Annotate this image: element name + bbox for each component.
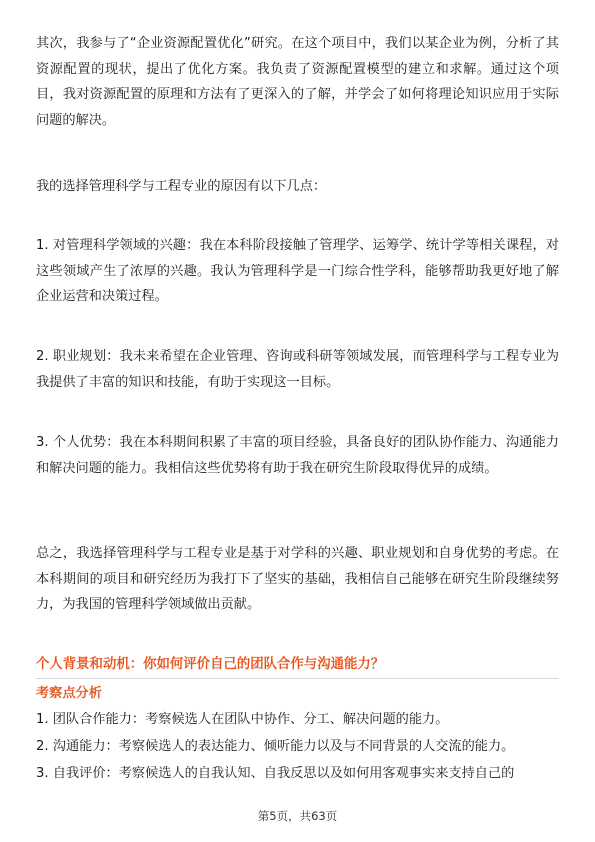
question-title: 个人背景和动机：你如何评价自己的团队合作与沟通能力？ bbox=[36, 657, 385, 672]
analysis-point-self-evaluation: 3. 自我评价：考察候选人的自我认知、自我反思以及如何用客观事实来支持自己的 bbox=[36, 766, 515, 781]
paragraph-conclusion: 总之，我选择管理科学与工程专业是基于对学科的兴趣、职业规划和自身优势的考虑。在本科期间的项目和研究经历为我打下了坚实的基础，我相信自己能够在研究生阶段继续努力，为我国的管理科学领域做出贡献。 bbox=[36, 546, 559, 612]
analysis-point-teamwork: 1. 团队合作能力：考察候选人在团队中协作、分工、解决问题的能力。 bbox=[36, 712, 449, 727]
section-divider bbox=[36, 678, 559, 679]
analysis-heading: 考察点分析 bbox=[36, 686, 102, 701]
paragraph-reason-strengths: 3. 个人优势：我在本科期间积累了丰富的项目经验，具备良好的团队协作能力、沟通能力和解决问题的能力。我相信这些优势将有助于我在研究生阶段取得优异的成绩。 bbox=[36, 435, 559, 476]
page-number: 第5页，共63页 bbox=[257, 809, 338, 823]
paragraph-reasons-intro: 我的选择管理科学与工程专业的原因有以下几点： bbox=[36, 179, 327, 194]
paragraph-reason-career: 2. 职业规划：我未来希望在企业管理、咨询或科研等领域发展，而管理科学与工程专业为我提供了丰富的知识和技能，有助于实现这一目标。 bbox=[36, 349, 559, 390]
analysis-point-communication: 2. 沟通能力：考察候选人的表达能力、倾听能力以及与不同背景的人交流的能力。 bbox=[36, 739, 515, 754]
paragraph-project-experience: 其次，我参与了“企业资源配置优化”研究。在这个项目中，我们以某企业为例，分析了其资源配置的现状，提出了优化方案。我负责了资源配置模型的建立和求解。通过这个项目，我对资源配置的原理和方法有了更深入的了解，并学会了如何将理论知识应用于实际问题的解决。 bbox=[36, 36, 559, 128]
paragraph-reason-interest: 1. 对管理科学领域的兴趣：我在本科阶段接触了管理学、运筹学、统计学等相关课程，对这些领域产生了浓厚的兴趣。我认为管理科学是一门综合性学科，能够帮助我更好地了解企业运营和决策过程。 bbox=[36, 238, 559, 304]
